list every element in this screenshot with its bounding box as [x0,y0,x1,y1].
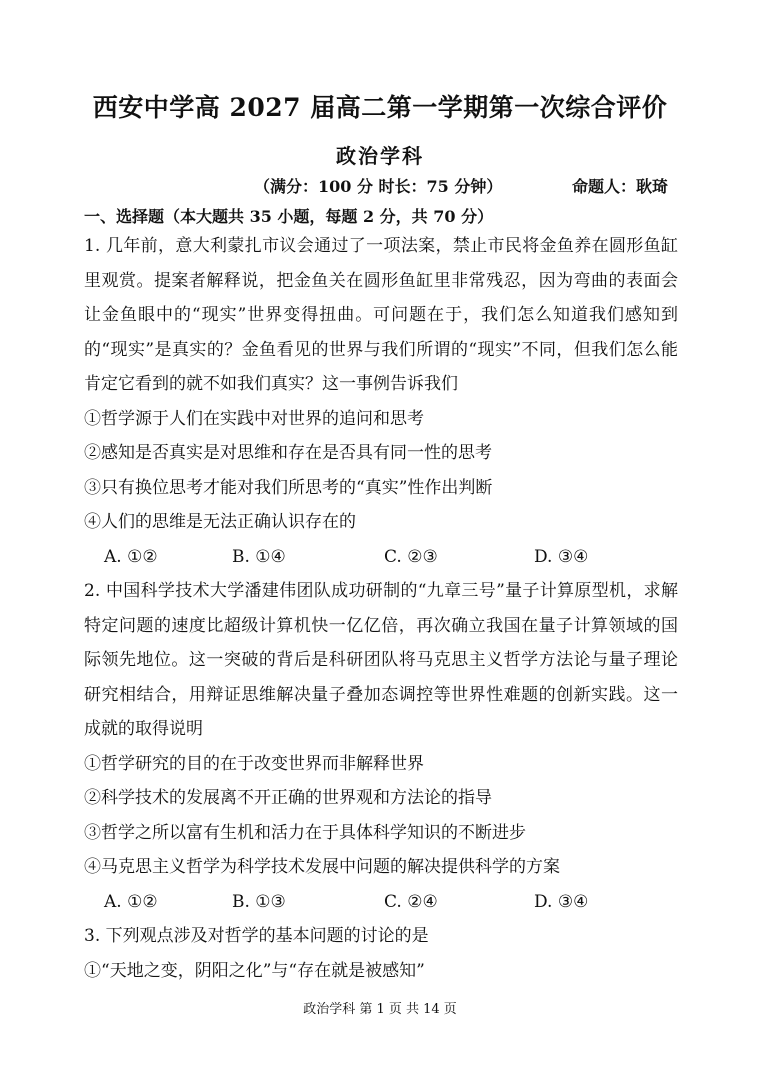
question-option: ③哲学之所以富有生机和活力在于具体科学知识的不断进步 [84,822,526,843]
choice-a: A. ①② [104,546,158,567]
question-option: ④人们的思维是无法正确认识存在的 [84,512,356,532]
choice-b: B. ①④ [232,546,286,567]
choice-c: C. ②③ [384,546,438,567]
choice-b: B. ①③ [232,891,286,912]
choice-c: C. ②④ [384,891,438,912]
answer-choices [84,885,678,920]
page-footer: 政治学科 第 1 页 共 14 页 [303,1002,457,1017]
question-stem: 3. 下列观点涉及对哲学的基本问题的讨论的是 [84,926,429,946]
question-stem: 1. 几年前，意大利蒙扎市议会通过了一项法案，禁止市民将金鱼养在圆形鱼缸里观赏。提案者解释说，把金鱼关在圆形鱼缸里非常残忍，因为弯曲的表面会让金鱼眼中的“现实”世界变得扭曲。可问题在于，我们怎么知道我们感知到的“现实”是真实的？金鱼看见的世界与我们所谓的“现实”不同，但我们怎么能肯定它看到的就不如我们真实？这一事例告诉我们 [84,236,678,394]
question-option: ②感知是否真实是对思维和存在是否具有同一性的思考 [84,443,492,463]
question-2 [84,574,678,919]
question-option: ②科学技术的发展离不开正确的世界观和方法论的指导 [84,788,492,808]
question-option: ①“天地之变，阴阳之化”与“存在就是被感知” [84,960,425,981]
question-3 [84,919,678,988]
question-option: ①哲学源于人们在实践中对世界的追问和思考 [84,408,424,429]
exam-title: 西安中学高 2027 届高二第一学期第一次综合评价 [92,93,668,122]
question-stem: 2. 中国科学技术大学潘建伟团队成功研制的“九章三号”量子计算原型机，求解特定问题的速度比超级计算机快一亿亿倍，再次确立我国在量子计算领域的国际领先地位。这一突破的背后是科研团队将马克思主义哲学方法论与量子理论研究相结合，用辩证思维解决量子叠加态调控等世界性难题的创新实践。这一成就的取得说明 [84,581,678,739]
question-1 [84,229,678,574]
question-option: ①哲学研究的目的在于改变世界而非解释世界 [84,753,424,774]
question-list [84,229,678,988]
answer-choices [84,540,678,575]
choice-a: A. ①② [104,891,158,912]
question-option: ③只有换位思考才能对我们所思考的“真实”性作出判断 [84,477,493,498]
section-heading: 一、选择题（本大题共 35 小题，每题 2 分，共 70 分） [84,207,494,226]
exam-info: （满分：100 分 时长：75 分钟） [254,177,503,196]
exam-author: 命题人：耿琦 [572,177,669,196]
choice-d: D. ③④ [534,891,589,912]
subject-title: 政治学科 [336,144,424,168]
choice-d: D. ③④ [534,546,589,567]
question-option: ④马克思主义哲学为科学技术发展中问题的解决提供科学的方案 [84,857,560,877]
